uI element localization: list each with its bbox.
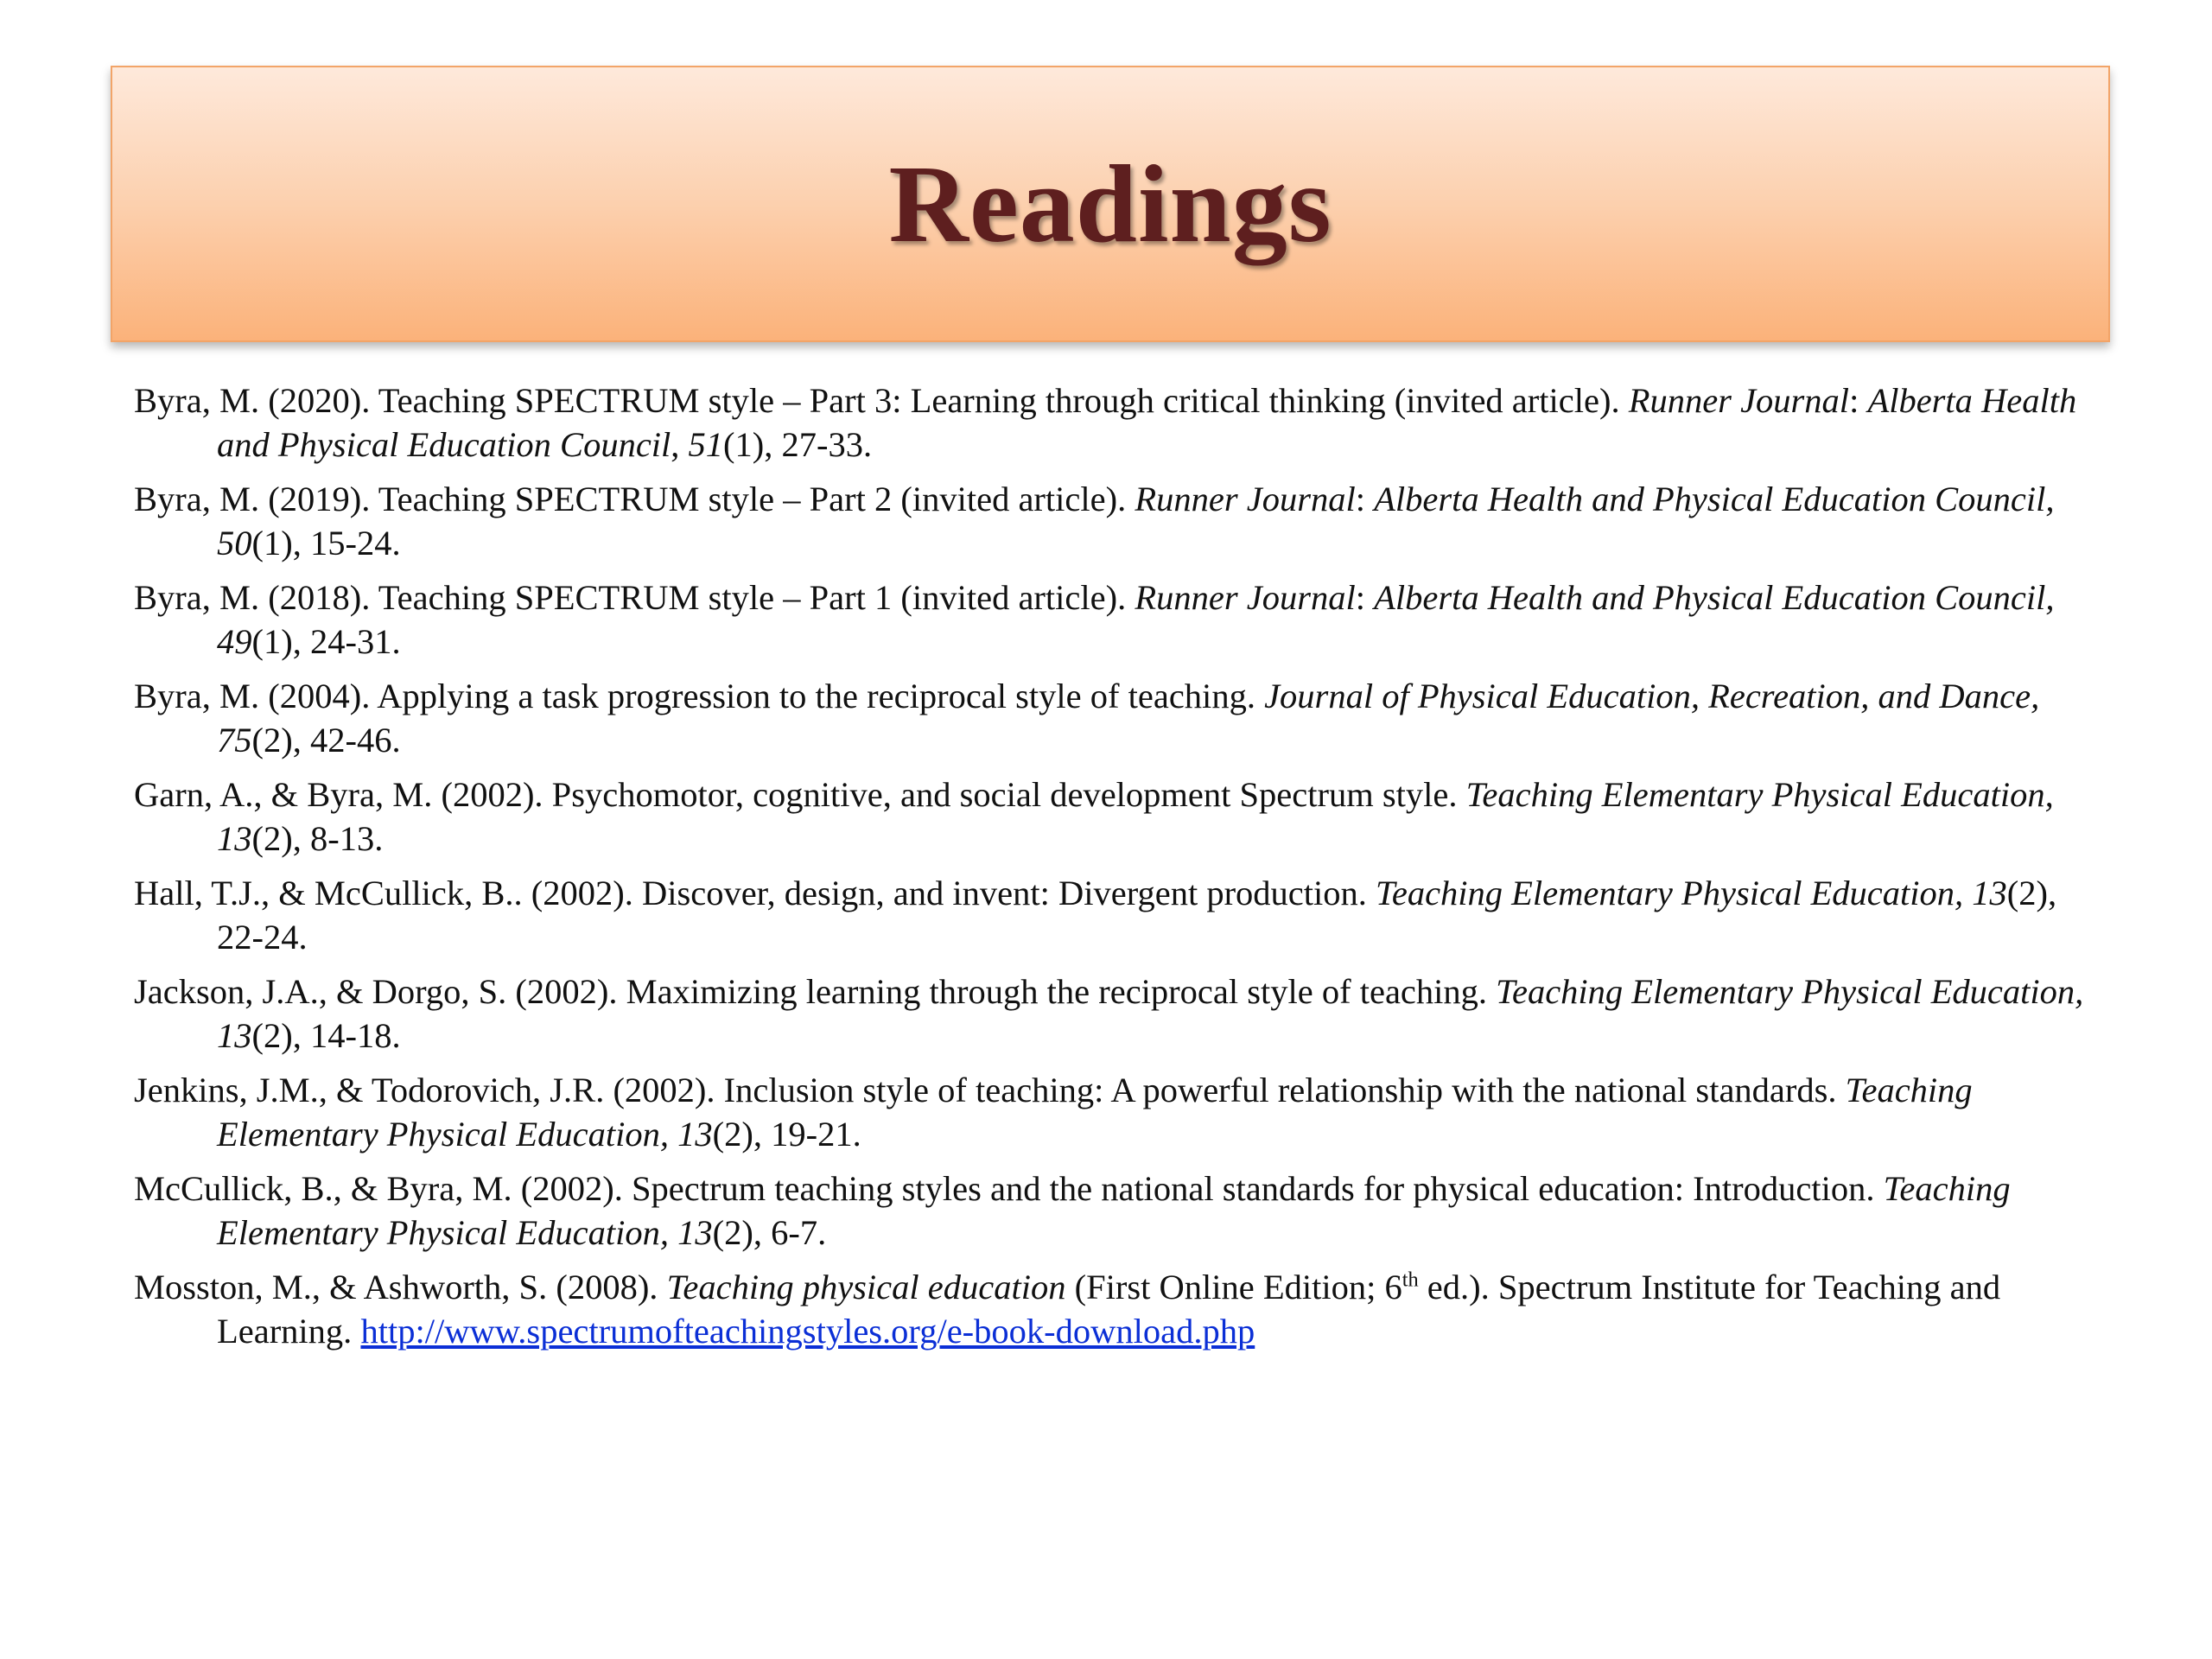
- ref-tail: (1), 24-31.: [251, 622, 401, 661]
- reference-list: [134, 378, 2095, 1363]
- ref-journal: Runner Journal: [1135, 578, 1356, 617]
- ref-lead: Hall, T.J., & McCullick, B.. (2002). Discover, design, and invent: Divergent production.: [134, 874, 1376, 912]
- ref-journal: Runner Journal: [1628, 381, 1850, 420]
- reference-item: [134, 477, 2095, 565]
- ref-book-title: Teaching physical education: [666, 1268, 1066, 1306]
- ref-lead: Byra, M. (2019). Teaching SPECTRUM style – Part 2 (invited article).: [134, 480, 1135, 518]
- ref-lead: Byra, M. (2018). Teaching SPECTRUM style – Part 1 (invited article).: [134, 578, 1135, 617]
- ref-tail: (1), 15-24.: [251, 524, 401, 563]
- reference-item: [134, 575, 2095, 664]
- reference-item: [134, 674, 2095, 762]
- ref-separator: :: [1355, 578, 1375, 617]
- ref-tail: ed.). Spectrum Institute for Teaching and Learning.: [217, 1268, 2001, 1351]
- ref-volume: 50: [217, 524, 252, 563]
- reference-item: [134, 1265, 2095, 1353]
- ref-edition: (First Online Edition; 6: [1065, 1268, 1402, 1306]
- ref-journal: Teaching Elementary Physical Education, 13: [217, 1169, 2011, 1252]
- ref-lead: Byra, M. (2004). Applying a task progression to the reciprocal style of teaching.: [134, 677, 1265, 715]
- ref-lead: Byra, M. (2020). Teaching SPECTRUM style – Part 3: Learning through critical thinking (invited article).: [134, 381, 1629, 420]
- ref-volume: 51: [688, 425, 724, 464]
- reference-item: [134, 1068, 2095, 1156]
- reference-item: [134, 378, 2095, 467]
- ref-volume: 49: [217, 622, 252, 661]
- ref-separator: ,: [671, 425, 689, 464]
- ref-tail: (2), 42-46.: [251, 721, 401, 760]
- ref-edition-suffix: th: [1402, 1268, 1419, 1292]
- slide-title: Readings: [888, 143, 1332, 265]
- ref-tail: (1), 27-33.: [723, 425, 873, 464]
- reference-item: [134, 871, 2095, 959]
- ref-journal: Teaching Elementary Physical Education, 13: [217, 1071, 1973, 1154]
- ref-tail: (2), 6-7.: [712, 1213, 827, 1252]
- ref-tail: (2), 8-13.: [251, 819, 384, 858]
- ebook-download-link[interactable]: http://www.spectrumofteachingstyles.org/e-book-download.php: [360, 1312, 1255, 1351]
- ref-journal: Teaching Elementary Physical Education, 13: [217, 972, 2084, 1055]
- ref-journal: Journal of Physical Education, Recreation, and Dance, 75: [217, 677, 2040, 760]
- reference-item: [134, 772, 2095, 861]
- ref-lead: Mosston, M., & Ashworth, S. (2008).: [134, 1268, 667, 1306]
- ref-journal: Runner Journal: [1135, 480, 1356, 518]
- ref-lead: Garn, A., & Byra, M. (2002). Psychomotor, cognitive, and social development Spectrum style.: [134, 775, 1466, 814]
- title-banner: [111, 66, 2110, 342]
- ref-journal: Teaching Elementary Physical Education, 13: [217, 775, 2054, 858]
- ref-journal-subtitle: Alberta Health and Physical Education Council: [217, 381, 2077, 464]
- reference-item: [134, 969, 2095, 1058]
- ref-journal-subtitle: Alberta Health and Physical Education Council,: [1374, 578, 2055, 617]
- ref-lead: Jenkins, J.M., & Todorovich, J.R. (2002). Inclusion style of teaching: A powerful relationship with the national standards.: [134, 1071, 1846, 1109]
- ref-tail: (2), 19-21.: [712, 1115, 861, 1154]
- ref-journal: Teaching Elementary Physical Education, 13: [1376, 874, 2007, 912]
- ref-separator: :: [1355, 480, 1375, 518]
- ref-separator: :: [1849, 381, 1868, 420]
- ref-journal-subtitle: Alberta Health and Physical Education Council,: [1374, 480, 2055, 518]
- ref-lead: Jackson, J.A., & Dorgo, S. (2002). Maximizing learning through the reciprocal style of teaching.: [134, 972, 1497, 1011]
- reference-item: [134, 1166, 2095, 1255]
- ref-lead: McCullick, B., & Byra, M. (2002). Spectrum teaching styles and the national standards for physical education: Introduction.: [134, 1169, 1884, 1208]
- ref-tail: (2), 22-24.: [217, 874, 2057, 957]
- ref-tail: (2), 14-18.: [251, 1016, 401, 1055]
